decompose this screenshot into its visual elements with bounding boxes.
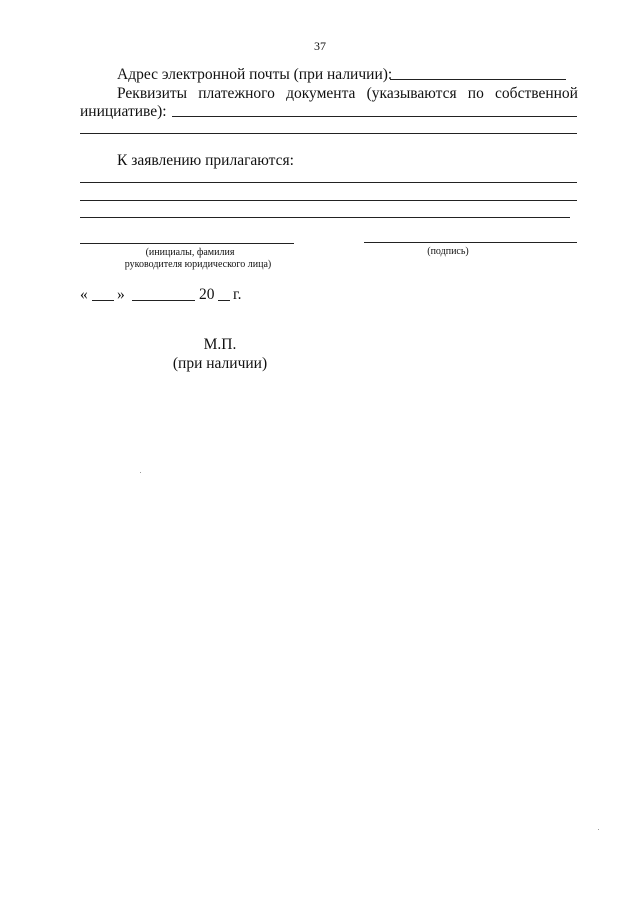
email-label: Адрес электронной почты (при наличии): <box>117 66 393 83</box>
signature-line[interactable] <box>364 242 577 243</box>
payment-field-line-2[interactable] <box>80 133 577 134</box>
date-year-suffix: г. <box>233 286 242 303</box>
email-field-line[interactable] <box>390 79 566 80</box>
stamp-label: М.П. <box>203 336 237 353</box>
attachments-line-2[interactable] <box>80 200 577 201</box>
payment-label-line2: инициативе): <box>80 103 167 120</box>
date-year-line[interactable] <box>218 300 230 301</box>
payment-word: собственной <box>495 85 578 102</box>
payment-word: Реквизиты <box>117 85 188 102</box>
payment-word: по <box>467 85 484 102</box>
signature-left-caption-2: руководителя юридического лица) <box>124 259 272 270</box>
payment-field-line-1[interactable] <box>172 116 577 117</box>
attachments-line-1[interactable] <box>80 182 577 183</box>
payment-label-line1 <box>117 85 578 103</box>
date-day-line[interactable] <box>92 300 114 301</box>
page-number: 37 <box>314 39 326 53</box>
payment-word: документа <box>286 85 356 102</box>
scan-speck <box>598 829 599 830</box>
date-year-prefix: 20 <box>199 286 215 303</box>
payment-word: платежного <box>198 85 275 102</box>
date-open-quote: « <box>80 286 88 303</box>
name-signature-line[interactable] <box>80 243 294 244</box>
scan-speck <box>140 472 141 473</box>
date-close-quote: » <box>117 286 125 303</box>
attachments-line-3[interactable] <box>80 217 570 218</box>
attachments-label: К заявлению прилагаются: <box>117 152 294 169</box>
signature-left-caption-1: (инициалы, фамилия <box>145 247 235 258</box>
signature-right-caption: (подпись) <box>427 246 469 257</box>
stamp-note: (при наличии) <box>172 355 268 372</box>
date-month-line[interactable] <box>132 300 195 301</box>
payment-word: (указываются <box>366 85 457 102</box>
